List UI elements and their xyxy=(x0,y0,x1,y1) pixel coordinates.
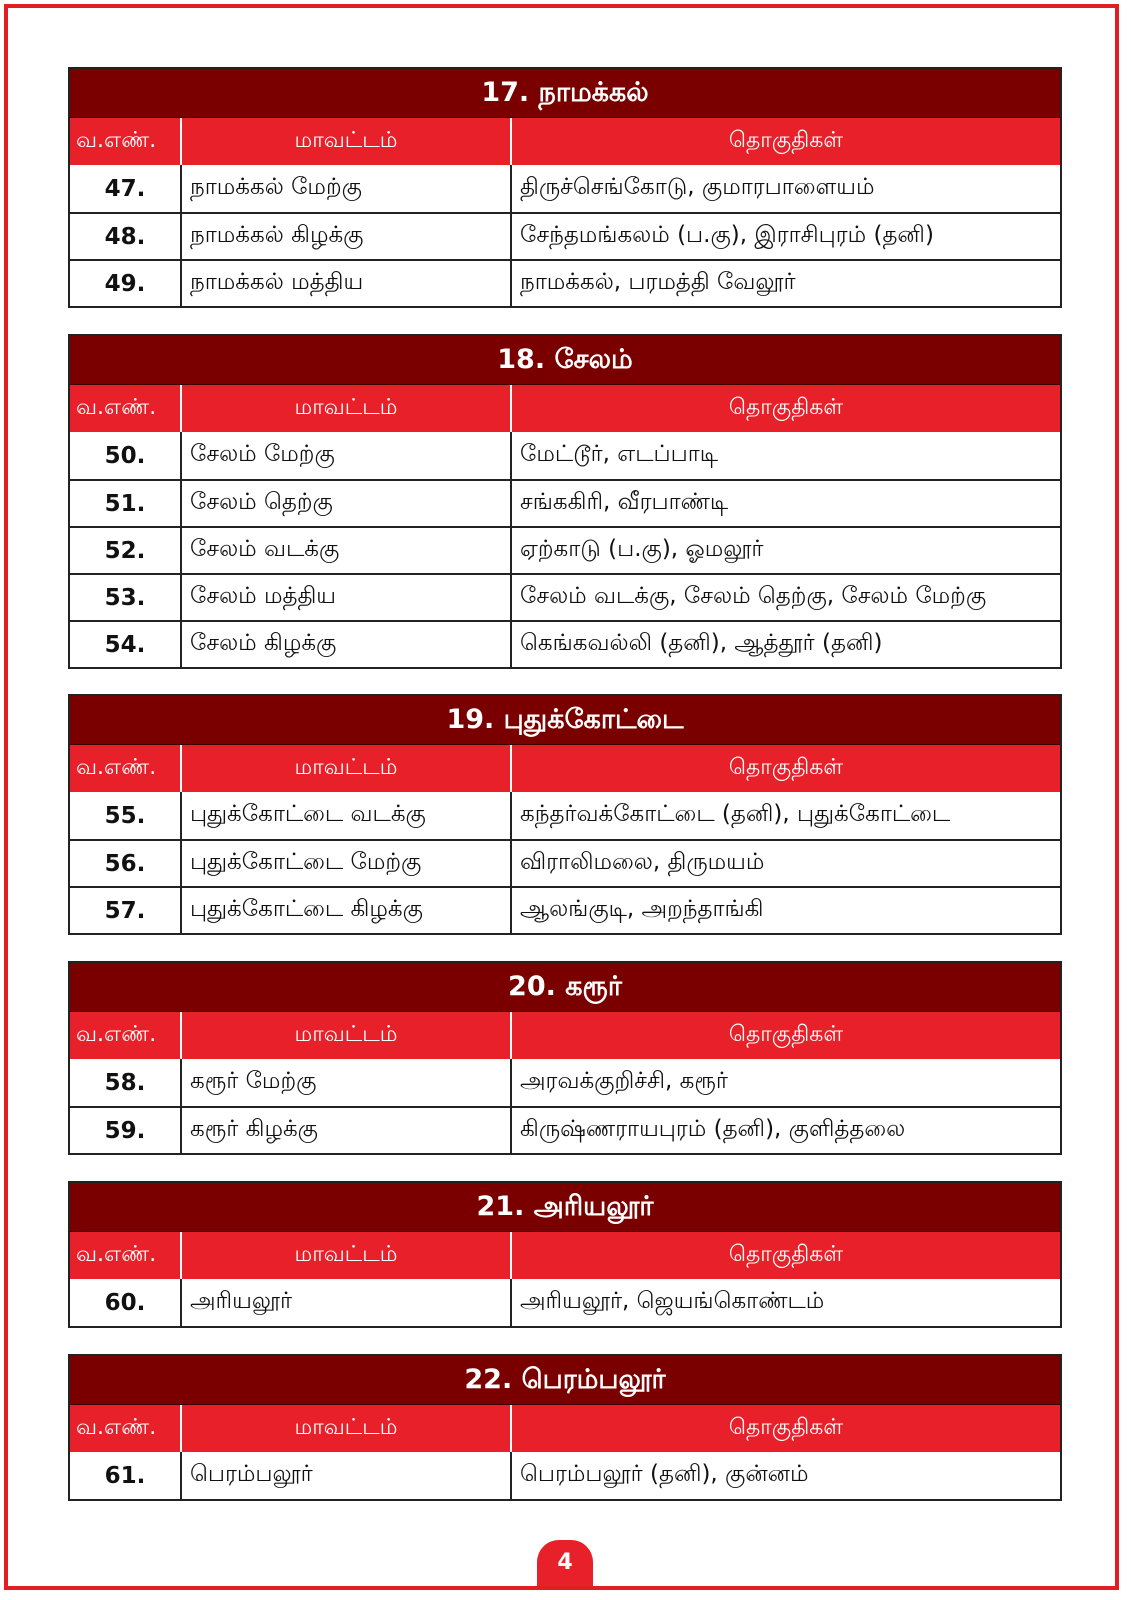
serial-number-cell: 48. xyxy=(104,223,146,250)
district-cell: புதுக்கோட்டை மேற்கு xyxy=(180,841,510,886)
page-number: 4 xyxy=(537,1540,593,1586)
constituencies-cell: நாமக்கல், பரமத்தி வேலூர் xyxy=(510,261,1060,306)
header-constituencies: தொகுதிகள் xyxy=(510,118,1060,165)
table-header-row xyxy=(70,118,1060,165)
district-cell: பெரம்பலூர் xyxy=(180,1452,510,1499)
table-body xyxy=(70,1452,1060,1499)
constituencies-cell: பெரம்பலூர் (தனி), குன்னம் xyxy=(510,1452,1060,1499)
table-row xyxy=(70,165,1060,212)
header-sno: வ.எண். xyxy=(76,754,157,780)
table-body xyxy=(70,1279,1060,1326)
serial-number-cell: 55. xyxy=(104,802,146,829)
district-section xyxy=(68,694,1062,935)
header-sno: வ.எண். xyxy=(76,1241,157,1267)
table-header-row xyxy=(70,385,1060,432)
table-row xyxy=(70,212,1060,259)
header-constituencies: தொகுதிகள் xyxy=(510,745,1060,792)
district-cell: கரூர் மேற்கு xyxy=(180,1059,510,1106)
header-district: மாவட்டம் xyxy=(180,118,510,165)
district-cell: சேலம் தெற்கு xyxy=(180,481,510,526)
district-cell: நாமக்கல் கிழக்கு xyxy=(180,214,510,259)
constituencies-cell: திருச்செங்கோடு, குமாரபாளையம் xyxy=(510,165,1060,212)
table-body xyxy=(70,432,1060,667)
constituencies-cell: கெங்கவல்லி (தனி), ஆத்தூர் (தனி) xyxy=(510,622,1060,667)
section-title: 21. அரியலூர் xyxy=(70,1183,1060,1232)
serial-number-cell: 61. xyxy=(104,1462,146,1489)
header-constituencies: தொகுதிகள் xyxy=(510,1232,1060,1279)
district-cell: சேலம் மேற்கு xyxy=(180,432,510,479)
table-row xyxy=(70,526,1060,573)
constituencies-cell: சேலம் வடக்கு, சேலம் தெற்கு, சேலம் மேற்கு xyxy=(510,575,1060,620)
serial-number-cell: 56. xyxy=(104,850,146,877)
constituencies-cell: அரவக்குறிச்சி, கரூர் xyxy=(510,1059,1060,1106)
serial-number-cell: 51. xyxy=(104,490,146,517)
table-header-row xyxy=(70,745,1060,792)
header-constituencies: தொகுதிகள் xyxy=(510,1405,1060,1452)
header-constituencies: தொகுதிகள் xyxy=(510,1012,1060,1059)
district-cell: புதுக்கோட்டை கிழக்கு xyxy=(180,888,510,933)
district-cell: நாமக்கல் மத்திய xyxy=(180,261,510,306)
serial-number-cell: 53. xyxy=(104,584,146,611)
table-body xyxy=(70,165,1060,306)
header-sno: வ.எண். xyxy=(76,127,157,153)
table-header-row xyxy=(70,1012,1060,1059)
serial-number-cell: 54. xyxy=(104,631,146,658)
district-section xyxy=(68,67,1062,308)
district-cell: சேலம் கிழக்கு xyxy=(180,622,510,667)
table-body xyxy=(70,792,1060,933)
serial-number-cell: 52. xyxy=(104,537,146,564)
table-row xyxy=(70,259,1060,306)
table-row xyxy=(70,792,1060,839)
district-cell: கரூர் கிழக்கு xyxy=(180,1108,510,1153)
serial-number-cell: 49. xyxy=(104,270,146,297)
section-title: 17. நாமக்கல் xyxy=(70,69,1060,118)
table-row xyxy=(70,479,1060,526)
district-section xyxy=(68,1354,1062,1501)
constituencies-cell: கந்தர்வக்கோட்டை (தனி), புதுக்கோட்டை xyxy=(510,792,1060,839)
constituencies-cell: கிருஷ்ணராயபுரம் (தனி), குளித்தலை xyxy=(510,1108,1060,1153)
table-row xyxy=(70,1279,1060,1326)
header-constituencies: தொகுதிகள் xyxy=(510,385,1060,432)
table-header-row xyxy=(70,1232,1060,1279)
header-district: மாவட்டம் xyxy=(180,745,510,792)
header-district: மாவட்டம் xyxy=(180,1232,510,1279)
constituencies-cell: ஏற்காடு (ப.கு), ஓமலூர் xyxy=(510,528,1060,573)
table-row xyxy=(70,1059,1060,1106)
table-row xyxy=(70,1452,1060,1499)
constituencies-cell: விராலிமலை, திருமயம் xyxy=(510,841,1060,886)
district-cell: புதுக்கோட்டை வடக்கு xyxy=(180,792,510,839)
district-cell: சேலம் வடக்கு xyxy=(180,528,510,573)
serial-number-cell: 59. xyxy=(104,1117,146,1144)
header-sno: வ.எண். xyxy=(76,1414,157,1440)
district-cell: சேலம் மத்திய xyxy=(180,575,510,620)
header-district: மாவட்டம் xyxy=(180,385,510,432)
district-section xyxy=(68,334,1062,669)
table-row xyxy=(70,432,1060,479)
serial-number-cell: 58. xyxy=(104,1069,146,1096)
constituencies-cell: ஆலங்குடி, அறந்தாங்கி xyxy=(510,888,1060,933)
header-district: மாவட்டம் xyxy=(180,1012,510,1059)
table-row xyxy=(70,839,1060,886)
table-row xyxy=(70,1106,1060,1153)
table-row xyxy=(70,886,1060,933)
table-row xyxy=(70,620,1060,667)
district-cell: அரியலூர் xyxy=(180,1279,510,1326)
section-title: 18. சேலம் xyxy=(70,336,1060,385)
constituencies-cell: சங்ககிரி, வீரபாண்டி xyxy=(510,481,1060,526)
section-title: 22. பெரம்பலூர் xyxy=(70,1356,1060,1405)
table-header-row xyxy=(70,1405,1060,1452)
constituencies-cell: அரியலூர், ஜெயங்கொண்டம் xyxy=(510,1279,1060,1326)
district-section xyxy=(68,961,1062,1155)
serial-number-cell: 47. xyxy=(104,175,146,202)
constituencies-cell: மேட்டூர், எடப்பாடி xyxy=(510,432,1060,479)
table-row xyxy=(70,573,1060,620)
table-body xyxy=(70,1059,1060,1153)
constituencies-cell: சேந்தமங்கலம் (ப.கு), இராசிபுரம் (தனி) xyxy=(510,214,1060,259)
serial-number-cell: 60. xyxy=(104,1289,146,1316)
header-sno: வ.எண். xyxy=(76,394,157,420)
section-title: 19. புதுக்கோட்டை xyxy=(70,696,1060,745)
serial-number-cell: 57. xyxy=(104,897,146,924)
header-sno: வ.எண். xyxy=(76,1021,157,1047)
district-section xyxy=(68,1181,1062,1328)
serial-number-cell: 50. xyxy=(104,442,146,469)
district-cell: நாமக்கல் மேற்கு xyxy=(180,165,510,212)
section-title: 20. கரூர் xyxy=(70,963,1060,1012)
header-district: மாவட்டம் xyxy=(180,1405,510,1452)
